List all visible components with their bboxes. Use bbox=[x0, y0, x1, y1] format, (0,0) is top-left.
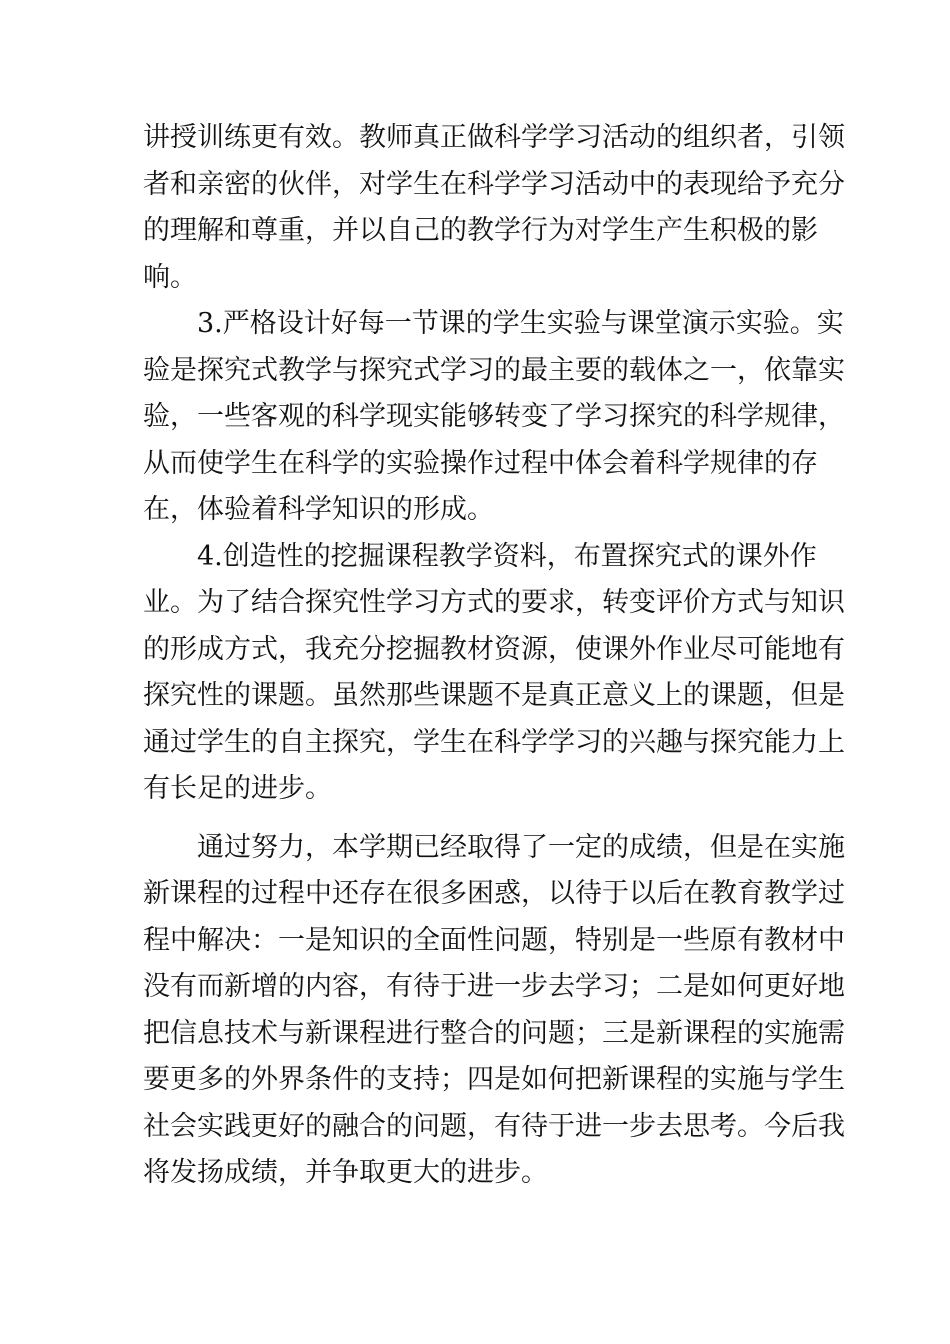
text-line: 有长足的进步。 bbox=[143, 773, 332, 804]
text-line: 验，一些客观的科学现实能够转变了学习探究的科学规律， bbox=[143, 401, 845, 432]
text-line: 程中解决：一是知识的全面性问题，特别是一些原有教材中 bbox=[143, 924, 845, 956]
paragraph-gap bbox=[143, 813, 843, 825]
text-line: 探究性的课题。虽然那些课题不是真正意义上的课题，但是 bbox=[143, 680, 845, 711]
paragraph-3-first-line: 3.严格设计好每一节课的学生实验与课堂演示实验。实 bbox=[197, 308, 844, 339]
text-line: 验是探究式教学与探究式学习的最主要的载体之一，依靠实 bbox=[143, 354, 845, 386]
text-line: 响。 bbox=[143, 261, 197, 293]
conclusion-first-line: 通过努力，本学期已经取得了一定的成绩，但是在实施 bbox=[197, 831, 845, 863]
text-line: 讲授训练更有效。教师真正做科学学习活动的组织者，引领 bbox=[143, 122, 845, 153]
text-line: 的理解和尊重，并以自己的教学行为对学生产生积极的影 bbox=[143, 215, 818, 246]
text-line: 将发扬成绩，并争取更大的进步。 bbox=[143, 1157, 548, 1188]
text-line: 要更多的外界条件的支持；四是如何把新课程的实施与学生 bbox=[143, 1064, 845, 1095]
text-line: 在，体验着科学知识的形成。 bbox=[143, 494, 494, 525]
text-line: 社会实践更好的融合的问题，有待于进一步去思考。今后我 bbox=[143, 1110, 845, 1142]
text-line: 的形成方式，我充分挖掘教材资源，使课外作业尽可能地有 bbox=[143, 633, 845, 665]
document-body bbox=[143, 115, 843, 1197]
text-line: 没有而新增的内容，有待于进一步去学习；二是如何更好地 bbox=[143, 971, 845, 1002]
text-line: 从而使学生在科学的实验操作过程中体会着科学规律的存 bbox=[143, 447, 818, 479]
paragraph-4-first-line: 4.创造性的挖掘课程教学资料，布置探究式的课外作 bbox=[197, 540, 817, 572]
text-line: 业。为了结合探究性学习方式的要求，转变评价方式与知识 bbox=[143, 587, 845, 618]
text-line: 把信息技术与新课程进行整合的问题；三是新课程的实施需 bbox=[143, 1017, 845, 1049]
text-line: 者和亲密的伙伴，对学生在科学学习活动中的表现给予充分 bbox=[143, 168, 845, 200]
text-line: 通过学生的自主探究，学生在科学学习的兴趣与探究能力上 bbox=[143, 726, 845, 758]
text-line: 新课程的过程中还存在很多困惑，以待于以后在教育教学过 bbox=[143, 878, 845, 909]
